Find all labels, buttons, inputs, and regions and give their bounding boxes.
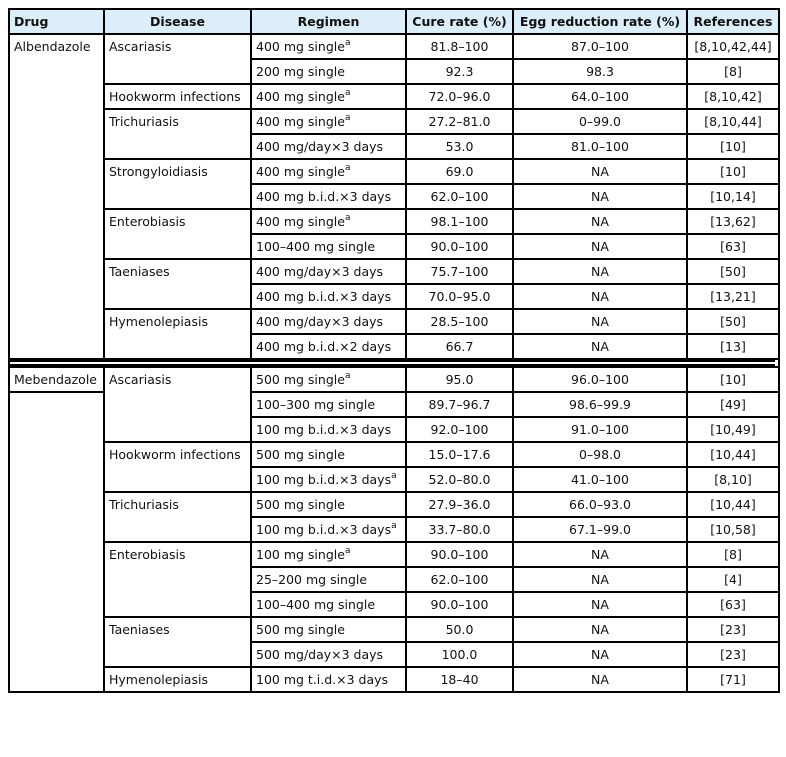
regimen-text: 25–200 mg single [256,572,368,587]
egg-reduction-cell: NA [513,234,687,259]
references-cell: [8,10,44] [687,109,779,134]
table-row [9,617,779,642]
table-row [9,367,779,392]
egg-reduction-cell: 66.0–93.0 [513,492,687,517]
regimen-cell [251,642,406,667]
cure-rate-cell: 50.0 [406,617,513,642]
egg-reduction-cell: 64.0–100 [513,84,687,109]
regimen-text: 400 mg single [256,214,345,229]
footnote-mark: a [344,38,351,48]
cure-rate-cell: 75.7–100 [406,259,513,284]
cure-rate-cell: 15.0–17.6 [406,442,513,467]
regimen-cell [251,234,406,259]
regimen-text: 500 mg single [256,622,345,637]
references-cell: [13,62] [687,209,779,234]
regimen-cell [251,667,406,692]
cure-rate-cell: 95.0 [406,367,513,392]
regimen-text: 400 mg/day×3 days [256,314,384,329]
regimen-cell [251,517,406,542]
regimen-cell [251,284,406,309]
cure-rate-cell: 18–40 [406,667,513,692]
egg-reduction-cell: NA [513,209,687,234]
header-drug: Drug [9,9,104,34]
disease-cell: Hookworm infections [104,442,251,492]
egg-reduction-cell: NA [513,334,687,359]
disease-cell: Enterobiasis [104,542,251,617]
references-cell: [4] [687,567,779,592]
regimen-text: 100 mg t.i.d.×3 days [256,672,389,687]
table-body [9,34,779,692]
references-cell: [10] [687,367,779,392]
references-cell: [10,49] [687,417,779,442]
regimen-cell [251,134,406,159]
cure-rate-cell: 28.5–100 [406,309,513,334]
footnote-mark: a [344,163,351,173]
footnote-mark: a [391,471,397,481]
references-cell: [13,21] [687,284,779,309]
disease-cell: Ascariasis [104,34,251,84]
regimen-cell [251,184,406,209]
table-row [9,109,779,134]
cure-rate-cell: 69.0 [406,159,513,184]
regimen-text: 400 mg b.i.d.×3 days [256,189,392,204]
footnote-mark: a [344,113,351,123]
regimen-cell [251,417,406,442]
regimen-cell [251,617,406,642]
regimen-cell [251,109,406,134]
disease-cell: Taeniases [104,259,251,309]
egg-reduction-cell: NA [513,184,687,209]
egg-reduction-cell: 81.0–100 [513,134,687,159]
cure-rate-cell: 89.7–96.7 [406,392,513,417]
egg-reduction-cell: NA [513,592,687,617]
regimen-text: 400 mg/day×3 days [256,264,384,279]
table-row [9,442,779,467]
cure-rate-cell: 62.0–100 [406,567,513,592]
references-cell: [10] [687,159,779,184]
disease-cell: Ascariasis [104,367,251,442]
regimen-text: 100 mg b.i.d.×3 days [256,522,392,537]
regimen-text: 100–300 mg single [256,397,376,412]
table-row [9,259,779,284]
drug-cell-empty [9,392,104,692]
section-separator [9,359,779,367]
drug-efficacy-table [8,8,780,693]
regimen-text: 100 mg b.i.d.×3 days [256,422,392,437]
disease-cell: Hymenolepiasis [104,309,251,359]
references-cell: [10,44] [687,492,779,517]
regimen-cell [251,392,406,417]
cure-rate-cell: 52.0–80.0 [406,467,513,492]
references-cell: [8,10,42] [687,84,779,109]
regimen-cell [251,567,406,592]
footnote-mark: a [344,371,351,381]
header-cure-rate: Cure rate (%) [406,9,513,34]
cure-rate-cell: 98.1–100 [406,209,513,234]
table-row [9,667,779,692]
regimen-cell [251,442,406,467]
egg-reduction-cell: NA [513,542,687,567]
references-cell: [10,58] [687,517,779,542]
cure-rate-cell: 100.0 [406,642,513,667]
regimen-cell [251,59,406,84]
references-cell: [8,10,42,44] [687,34,779,59]
regimen-text: 400 mg b.i.d.×2 days [256,339,392,354]
cure-rate-cell: 53.0 [406,134,513,159]
regimen-cell [251,209,406,234]
references-cell: [10,14] [687,184,779,209]
table-row [9,542,779,567]
regimen-cell [251,592,406,617]
egg-reduction-cell: 96.0–100 [513,367,687,392]
regimen-text: 500 mg single [256,447,345,462]
disease-cell: Hookworm infections [104,84,251,109]
cure-rate-cell: 70.0–95.0 [406,284,513,309]
regimen-cell [251,309,406,334]
regimen-cell [251,34,406,59]
references-cell: [50] [687,309,779,334]
table-row [9,492,779,517]
references-cell: [63] [687,234,779,259]
cure-rate-cell: 90.0–100 [406,542,513,567]
cure-rate-cell: 81.8–100 [406,34,513,59]
regimen-text: 400 mg b.i.d.×3 days [256,289,392,304]
references-cell: [10] [687,134,779,159]
egg-reduction-cell: NA [513,642,687,667]
egg-reduction-cell: 98.3 [513,59,687,84]
cure-rate-cell: 66.7 [406,334,513,359]
cure-rate-cell: 92.0–100 [406,417,513,442]
table-row [9,84,779,109]
regimen-text: 100–400 mg single [256,597,376,612]
disease-cell: Enterobiasis [104,209,251,259]
cure-rate-cell: 62.0–100 [406,184,513,209]
cure-rate-cell: 27.9–36.0 [406,492,513,517]
regimen-text: 500 mg/day×3 days [256,647,384,662]
regimen-cell [251,334,406,359]
references-cell: [8] [687,59,779,84]
drug-cell: Albendazole [9,34,104,359]
regimen-cell [251,259,406,284]
regimen-text: 100 mg b.i.d.×3 days [256,472,392,487]
references-cell: [63] [687,592,779,617]
references-cell: [23] [687,617,779,642]
cure-rate-cell: 90.0–100 [406,592,513,617]
regimen-text: 500 mg single [256,372,345,387]
regimen-text: 400 mg single [256,89,345,104]
regimen-cell [251,367,406,392]
references-cell: [23] [687,642,779,667]
regimen-text: 200 mg single [256,64,345,79]
cure-rate-cell: 33.7–80.0 [406,517,513,542]
table-row [9,309,779,334]
regimen-text: 400 mg single [256,164,345,179]
egg-reduction-cell: NA [513,159,687,184]
regimen-cell [251,467,406,492]
references-cell: [13] [687,334,779,359]
egg-reduction-cell: NA [513,567,687,592]
header-disease: Disease [104,9,251,34]
cure-rate-cell: 27.2–81.0 [406,109,513,134]
header-egg-reduction-rate: Egg reduction rate (%) [513,9,687,34]
egg-reduction-cell: 98.6–99.9 [513,392,687,417]
separator-cell [9,359,779,367]
references-cell: [49] [687,392,779,417]
regimen-cell [251,542,406,567]
disease-cell: Trichuriasis [104,109,251,159]
cure-rate-cell: 92.3 [406,59,513,84]
regimen-text: 500 mg single [256,497,345,512]
references-cell: [8,10] [687,467,779,492]
footnote-mark: a [391,521,397,531]
table-row [9,209,779,234]
references-cell: [10,44] [687,442,779,467]
references-cell: [71] [687,667,779,692]
header-references: References [687,9,779,34]
footnote-mark: a [344,546,351,556]
regimen-text: 400 mg single [256,114,345,129]
regimen-cell [251,84,406,109]
regimen-text: 100 mg single [256,547,345,562]
regimen-cell [251,492,406,517]
egg-reduction-cell: NA [513,284,687,309]
egg-reduction-cell: 0–98.0 [513,442,687,467]
cure-rate-cell: 72.0–96.0 [406,84,513,109]
egg-reduction-cell: NA [513,309,687,334]
footnote-mark: a [344,88,351,98]
drug-cell: Mebendazole [9,367,104,392]
disease-cell: Strongyloidiasis [104,159,251,209]
regimen-cell [251,159,406,184]
egg-reduction-cell: 0–99.0 [513,109,687,134]
regimen-text: 400 mg/day×3 days [256,139,384,154]
table-row [9,159,779,184]
header-regimen: Regimen [251,9,406,34]
egg-reduction-cell: 91.0–100 [513,417,687,442]
egg-reduction-cell: NA [513,617,687,642]
table-row [9,34,779,59]
egg-reduction-cell: NA [513,259,687,284]
header-row [9,9,779,34]
egg-reduction-cell: NA [513,667,687,692]
references-cell: [8] [687,542,779,567]
egg-reduction-cell: 87.0–100 [513,34,687,59]
double-rule [10,360,775,366]
egg-reduction-cell: 67.1–99.0 [513,517,687,542]
disease-cell: Hymenolepiasis [104,667,251,692]
regimen-text: 400 mg single [256,39,345,54]
disease-cell: Trichuriasis [104,492,251,542]
disease-cell: Taeniases [104,617,251,667]
egg-reduction-cell: 41.0–100 [513,467,687,492]
regimen-text: 100–400 mg single [256,239,376,254]
footnote-mark: a [344,213,351,223]
cure-rate-cell: 90.0–100 [406,234,513,259]
references-cell: [50] [687,259,779,284]
